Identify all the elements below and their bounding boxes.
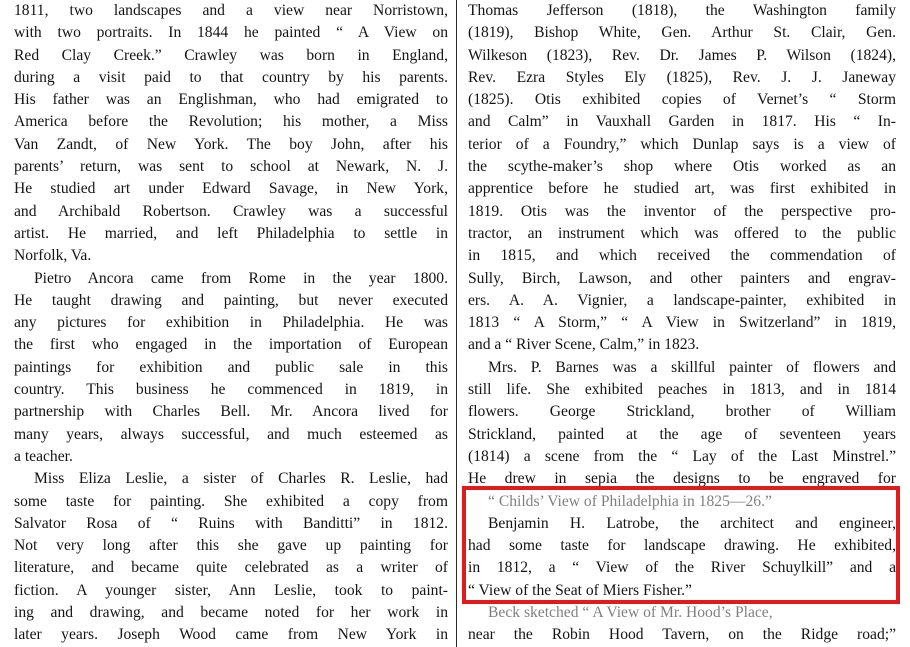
text-line: in 1815, and which received the commendation of: [468, 247, 896, 265]
text-line: and a “ River Scene, Calm,” in 1823.: [468, 336, 700, 354]
text-line: ing and drawing, and became noted for her work in: [14, 604, 448, 622]
column-divider: [456, 0, 457, 647]
text-line: America before the Revolution; his mother, a Miss: [14, 113, 448, 131]
text-line: He studied art under Edward Savage, in New York,: [14, 180, 448, 198]
text-line: Mrs. P. Barnes was a skillful painter of flowers and: [488, 358, 896, 376]
text-line: a teacher.: [14, 447, 73, 465]
text-line: Miss Eliza Leslie, a sister of Charles R. Leslie, had: [34, 470, 448, 488]
text-line: during a visit paid to that country by his parents.: [14, 68, 448, 86]
text-line: He drew in sepia the designs to be engraved for: [468, 470, 896, 488]
text-line: Norfolk, Va.: [14, 247, 92, 265]
text-line: some taste for painting. She exhibited a copy from: [14, 492, 448, 510]
text-line: many years, always successful, and much esteemed as: [14, 425, 448, 443]
text-line: He taught drawing and painting, but never executed: [14, 291, 448, 309]
text-line: Wilkeson (1823), Rev. Dr. James P. Wilson (1824),: [468, 46, 896, 64]
text-line: flowers. George Strickland, brother of William: [468, 403, 896, 421]
text-line: Benjamin H. Latrobe, the architect and engineer,: [488, 514, 896, 532]
text-line: later years. Joseph Wood came from New York in: [14, 626, 448, 644]
text-line: Sully, Birch, Lawson, and other painters and engrav-: [468, 269, 896, 287]
text-line: 1811, two landscapes and a view near Norristown,: [14, 2, 448, 19]
text-line: tractor, an instrument which was offered to the public: [468, 224, 896, 242]
right-text-column: [468, 0, 896, 647]
text-line: Van Zandt, of New York. The boy John, after his: [14, 135, 448, 153]
text-line: Beck sketched “ A View of Mr. Hood’s Place,: [488, 604, 773, 622]
text-line: “ Childs’ View of Philadelphia in 1825—26.”: [488, 492, 772, 510]
text-line: terior of a Foundry,” which Dunlap says is a view of: [468, 135, 896, 153]
text-line: (1825). Otis exhibited copies of Vernet’s “ Storm: [468, 91, 896, 109]
text-line: (1814) a scene from the “ Lay of the Last Minstrel.”: [468, 447, 896, 465]
text-line: the first who engaged in the importation of European: [14, 336, 448, 354]
text-line: ers. A. A. Vignier, a landscape-painter, exhibited in: [468, 291, 896, 309]
text-line: with two portraits. In 1844 he painted “ A View on: [14, 24, 448, 42]
text-line: in 1812, a “ View of the River Schuylkill” and a: [468, 559, 896, 577]
text-line: Strickland, painted at the age of seventeen years: [468, 425, 896, 443]
text-line: Rev. Ezra Styles Ely (1825), Rev. J. J. Janeway: [468, 68, 896, 86]
text-line: any pictures for exhibition in Philadelphia. He was: [14, 314, 448, 332]
text-line: Pietro Ancora came from Rome in the year 1800.: [34, 269, 448, 287]
text-line: apprentice before he studied art, was first exhibited in: [468, 180, 896, 198]
text-line: the scythe-maker’s shop where Otis worked as an: [468, 158, 896, 176]
text-line: had some taste for landscape drawing. He exhibited,: [468, 537, 896, 555]
text-line: still life. She exhibited peaches in 1813, and in 1814: [468, 381, 896, 399]
text-line: (1819), Bishop White, Gen. Arthur St. Clair, Gen.: [468, 24, 896, 42]
text-line: “ View of the Seat of Miers Fisher.”: [468, 581, 692, 599]
text-line: 1813 “ A Storm,” “ A View in Switzerland” in 1819,: [468, 314, 896, 332]
text-line: artist. He married, and left Philadelphia to settle in: [14, 224, 448, 242]
text-line: and Calm” in Vauxhall Garden in 1817. His “ In-: [468, 113, 896, 131]
text-line: country. This business he commenced in 1819, in: [14, 381, 448, 399]
left-text-column: [14, 0, 448, 647]
text-line: His father was an Englishman, who had emigrated to: [14, 91, 448, 109]
text-line: 1819. Otis was the inventor of the perspective pro-: [468, 202, 896, 220]
text-line: Salvator Rosa of “ Ruins with Banditti” in 1812.: [14, 514, 448, 532]
text-line: parents’ return, was sent to school at Newark, N. J.: [14, 158, 448, 176]
text-line: Thomas Jefferson (1818), the Washington family: [468, 2, 896, 19]
text-line: near the Robin Hood Tavern, on the Ridge road;”: [468, 626, 896, 644]
text-line: literature, and became quite celebrated as a writer of: [14, 559, 448, 577]
text-line: Red Clay Creek.” Crawley was born in England,: [14, 46, 448, 64]
text-line: fiction. A younger sister, Ann Leslie, took to paint-: [14, 581, 448, 599]
text-line: partnership with Charles Bell. Mr. Ancora lived for: [14, 403, 448, 421]
text-line: Not very long after this she gave up painting for: [14, 537, 448, 555]
text-line: paintings for exhibition and public sale in this: [14, 358, 448, 376]
text-line: and Archibald Robertson. Crawley was a successful: [14, 202, 448, 220]
